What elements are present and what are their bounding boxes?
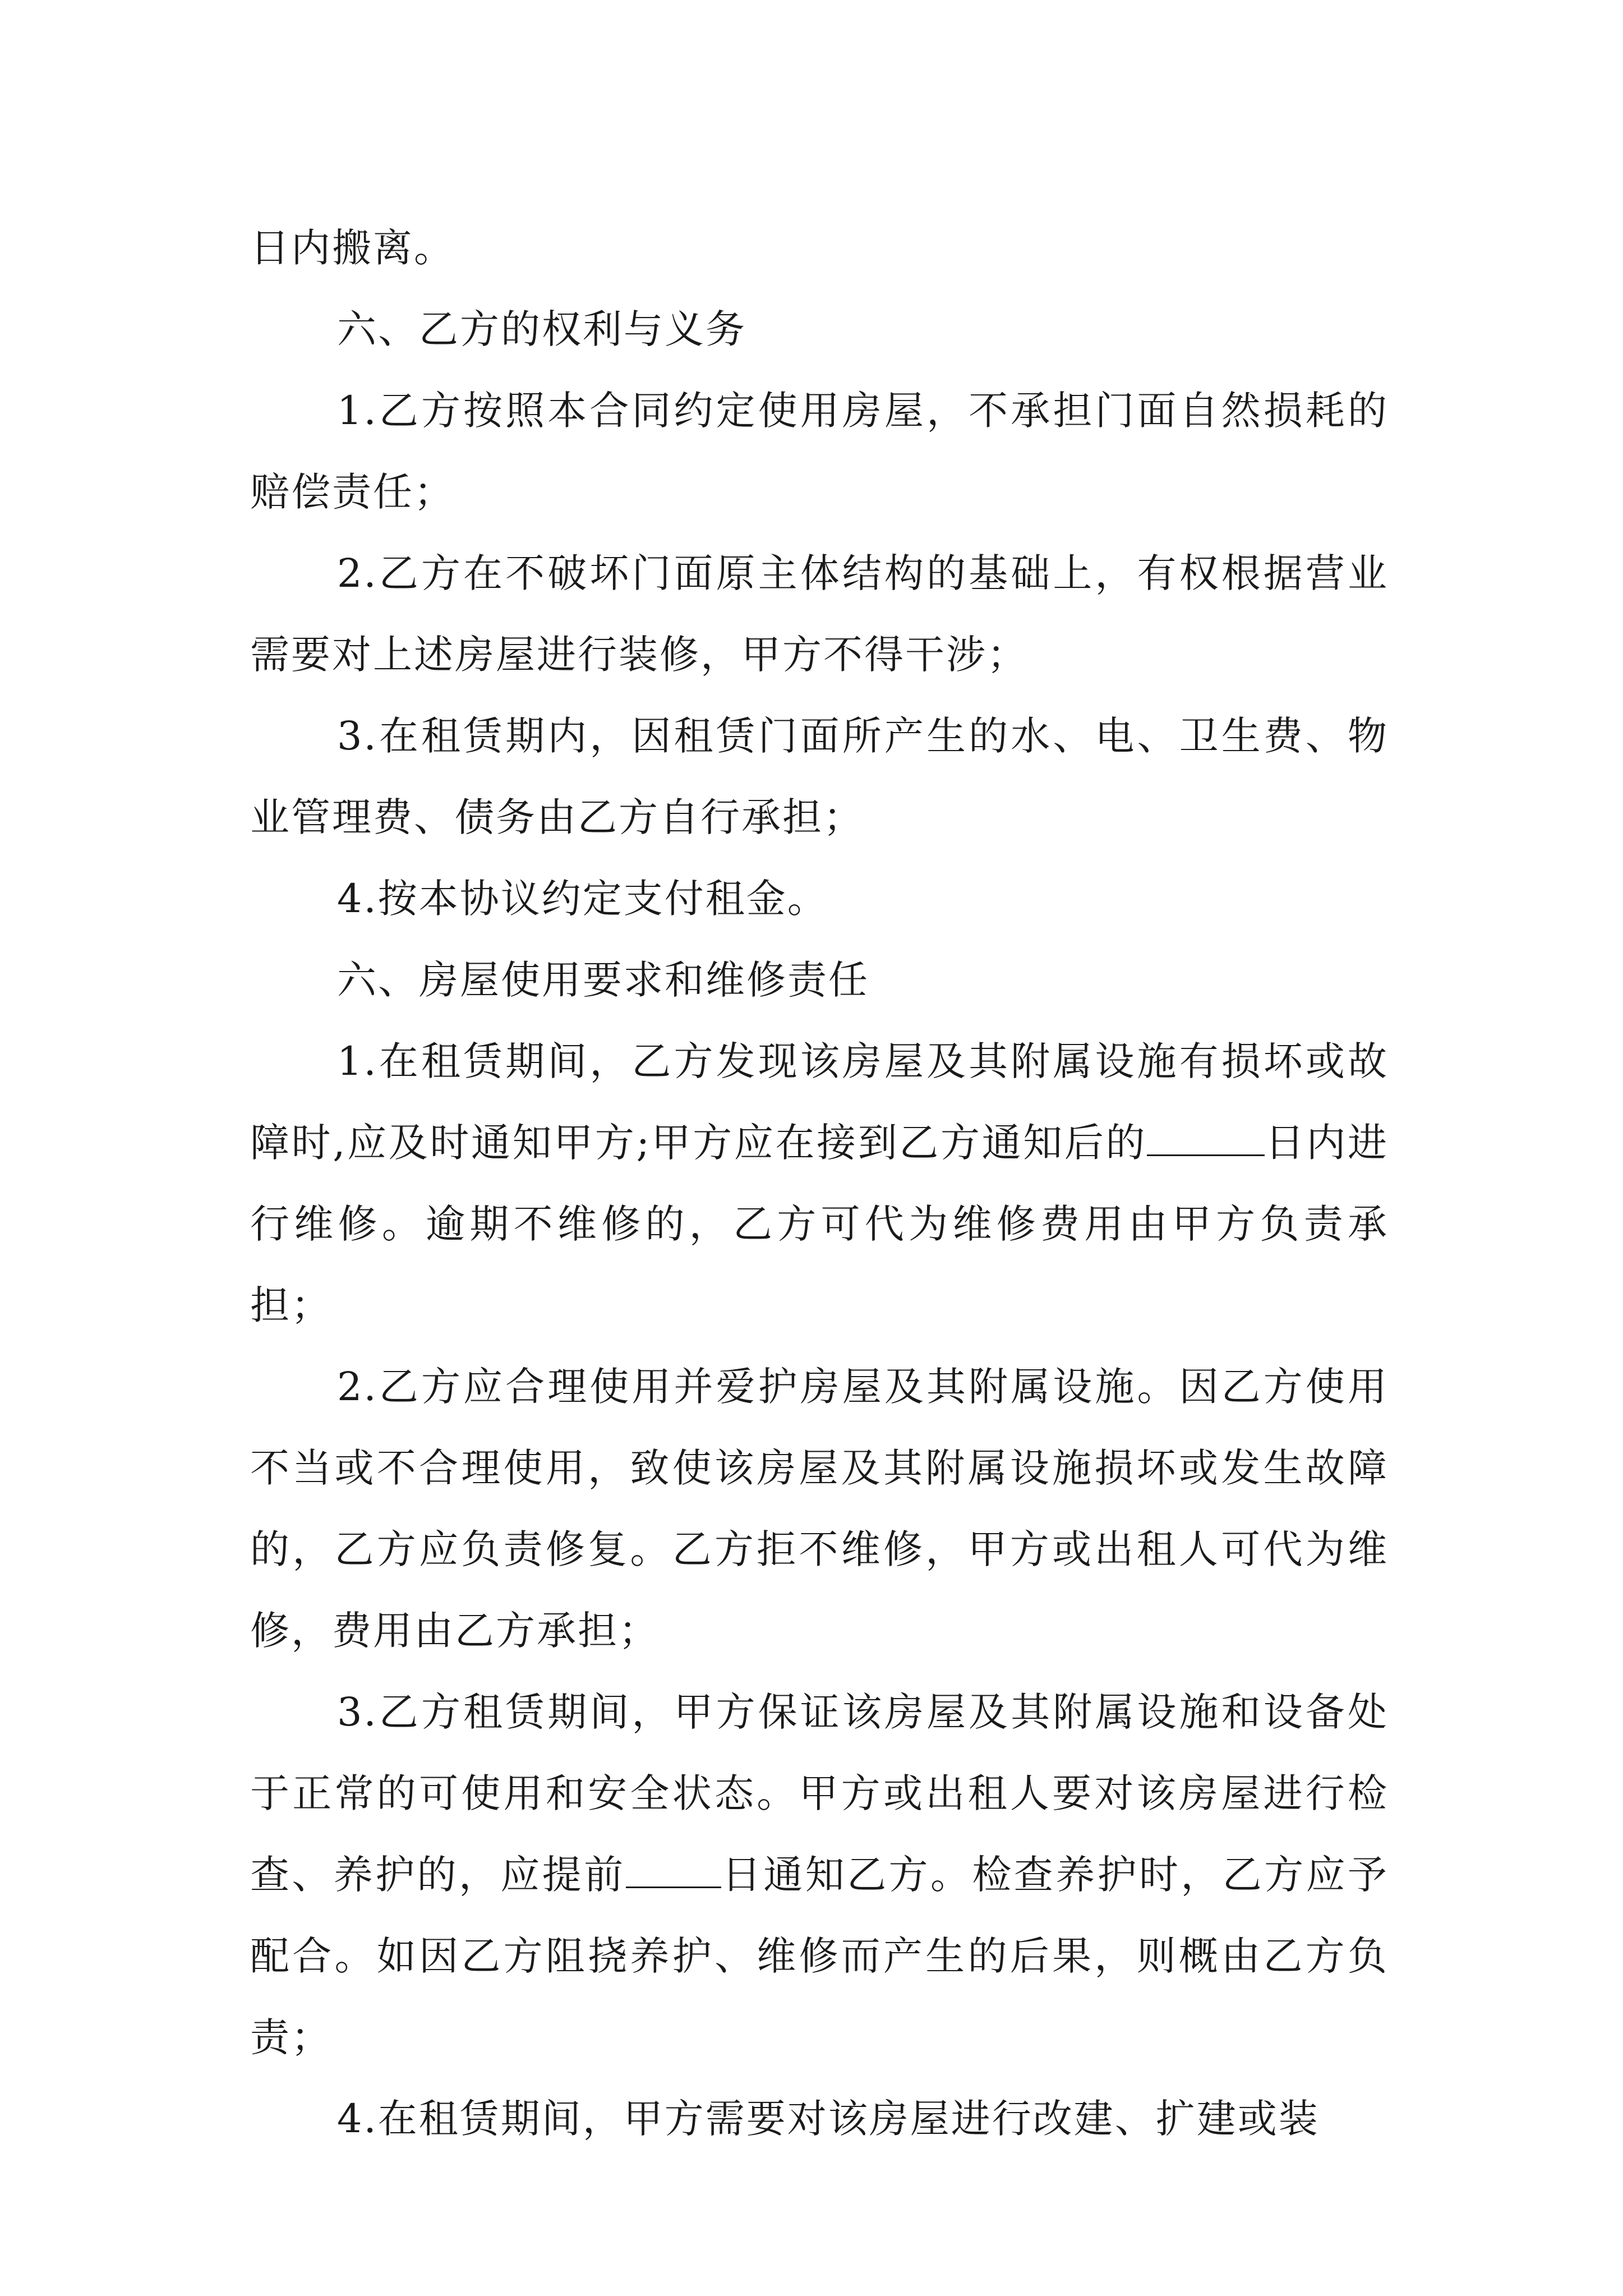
document-body (250, 208, 1389, 2160)
blank-days-field (1147, 1121, 1265, 1156)
maintenance-3-text-b: 日通知乙方。检查养护时，乙方应予配合。如因乙方阻挠养护、维修而产生的后果，则概由乙方负责； (250, 1852, 1389, 2060)
paragraph-maintenance-2: 2.乙方应合理使用并爱护房屋及其附属设施。因乙方使用不当或不合理使用，致使该房屋及其附属设施损坏或发生故障的，乙方应负责修复。乙方拒不维修，甲方或出租人可代为维修，费用由乙方承担； (250, 1364, 1389, 1654)
paragraph-move-out: 日内搬离。 (250, 225, 455, 271)
maintenance-1-text-b: 日内进行维修。逾期不维修的，乙方可代为维修费用由甲方负责承担； (250, 1120, 1389, 1328)
paragraph-item-1: 1.乙方按照本合同约定使用房屋，不承担门面自然损耗的赔偿责任； (250, 388, 1389, 515)
paragraph-item-3: 3.在租赁期内，因租赁门面所产生的水、电、卫生费、物业管理费、债务由乙方自行承担； (250, 713, 1389, 840)
paragraph-item-2: 2.乙方在不破坏门面原主体结构的基础上，有权根据营业需要对上述房屋进行装修，甲方不得干涉； (250, 550, 1389, 678)
paragraph-item-4: 4.按本协议约定支付租金。 (337, 876, 828, 922)
paragraph-maintenance-3 (250, 1672, 1389, 2078)
blank-notice-days-field (626, 1853, 721, 1888)
maintenance-1-text-a: 1.在租赁期间，乙方发现该房屋及其附属设施有损坏或故障时,应及时通知甲方;甲方应在接到乙方通知后的 (250, 1038, 1389, 1166)
section-heading-use-maintenance: 六、房屋使用要求和维修责任 (337, 957, 869, 1003)
maintenance-3-text-a: 3.乙方租赁期间，甲方保证该房屋及其附属设施和设备处于正常的可使用和安全状态。甲方或出租人要对该房屋进行检查、养护的，应提前 (250, 1689, 1389, 1898)
paragraph-maintenance-4: 4.在租赁期间，甲方需要对该房屋进行改建、扩建或装 (337, 2096, 1320, 2142)
paragraph-maintenance-1 (250, 1021, 1389, 1346)
section-heading-rights-obligations: 六、乙方的权利与义务 (337, 306, 746, 352)
